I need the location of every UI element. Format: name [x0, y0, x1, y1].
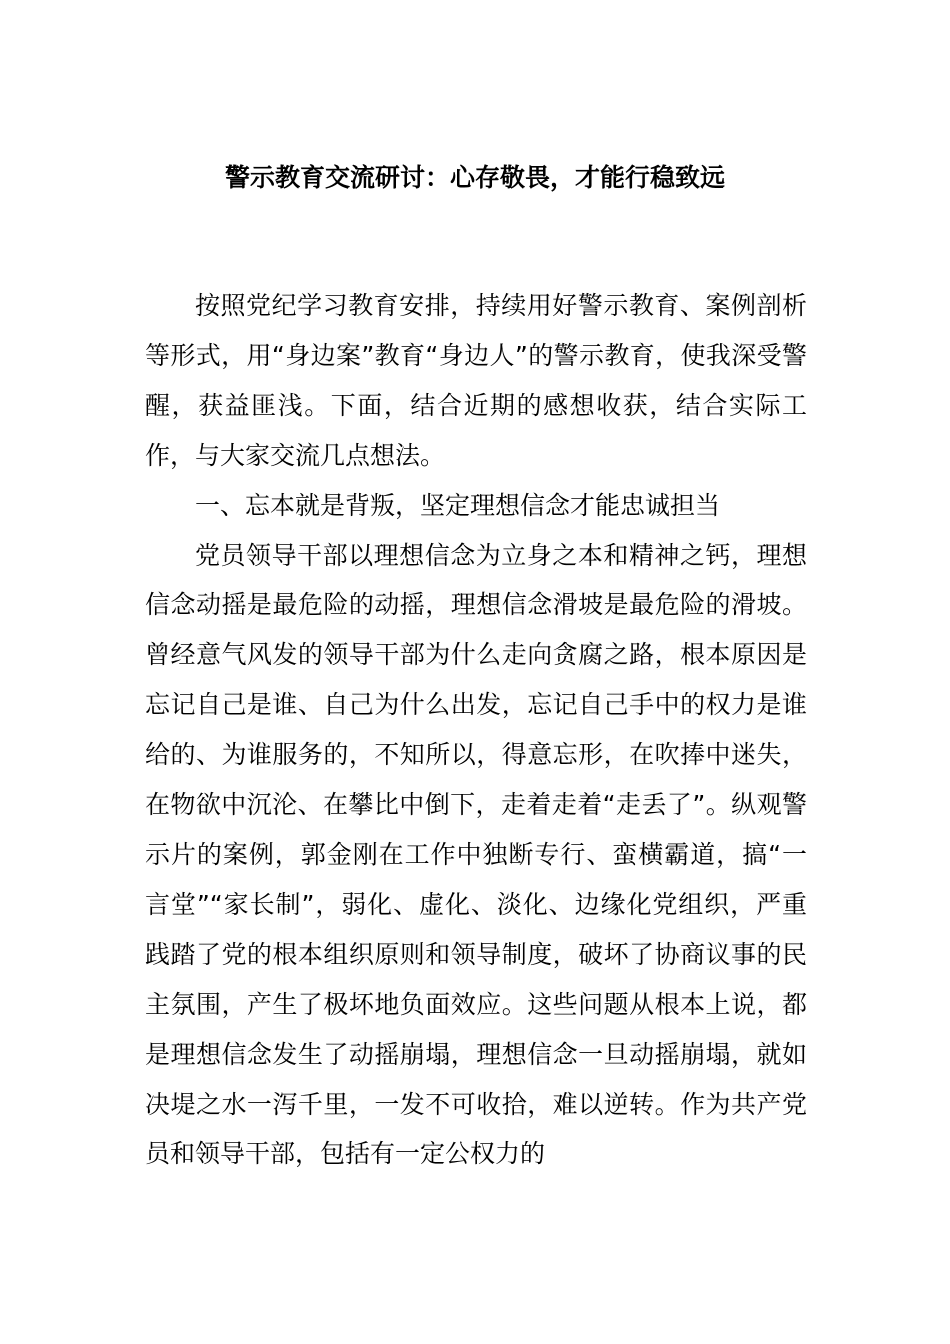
paragraph-intro: 按照党纪学习教育安排，持续用好警示教育、案例剖析等形式，用“身边案”教育“身边人”的警示教育，使我深受警醒，获益匪浅。下面，结合近期的感想收获，结合实际工作，与大家交流几点想法。	[145, 291, 807, 470]
paragraph-section-1: 党员领导干部以理想信念为立身之本和精神之钙，理想信念动摇是最危险的动摇，理想信念滑坡是最危险的滑坡。曾经意气风发的领导干部为什么走向贪腐之路，根本原因是忘记自己是谁、自己为什么出发，忘记自己手中的权力是谁给的、为谁服务的，不知所以，得意忘形，在吹捧中迷失，在物欲中沉沦、在攀比中倒下，走着走着“走丢了”。纵观警示片的案例，郭金刚在工作中独断专行、蛮横霸道，搞“一言堂”“家长制”，弱化、虚化、淡化、边缘化党组织，严重践踏了党的根本组织原则和领导制度，破坏了协商议事的民主氛围，产生了极坏地负面效应。这些问题从根本上说，都是理想信念发生了动摇崩塌，理想信念一旦动摇崩塌，就如决堤之水一泻千里，一发不可收拾，难以逆转。作为共产党员和领导干部，包括有一定公权力的	[145, 540, 807, 1169]
section-heading-1: 一、忘本就是背叛，坚定理想信念才能忠诚担当	[195, 490, 721, 520]
document-body	[145, 281, 807, 1179]
document-title: 警示教育交流研讨：心存敬畏，才能行稳致远	[224, 163, 725, 192]
